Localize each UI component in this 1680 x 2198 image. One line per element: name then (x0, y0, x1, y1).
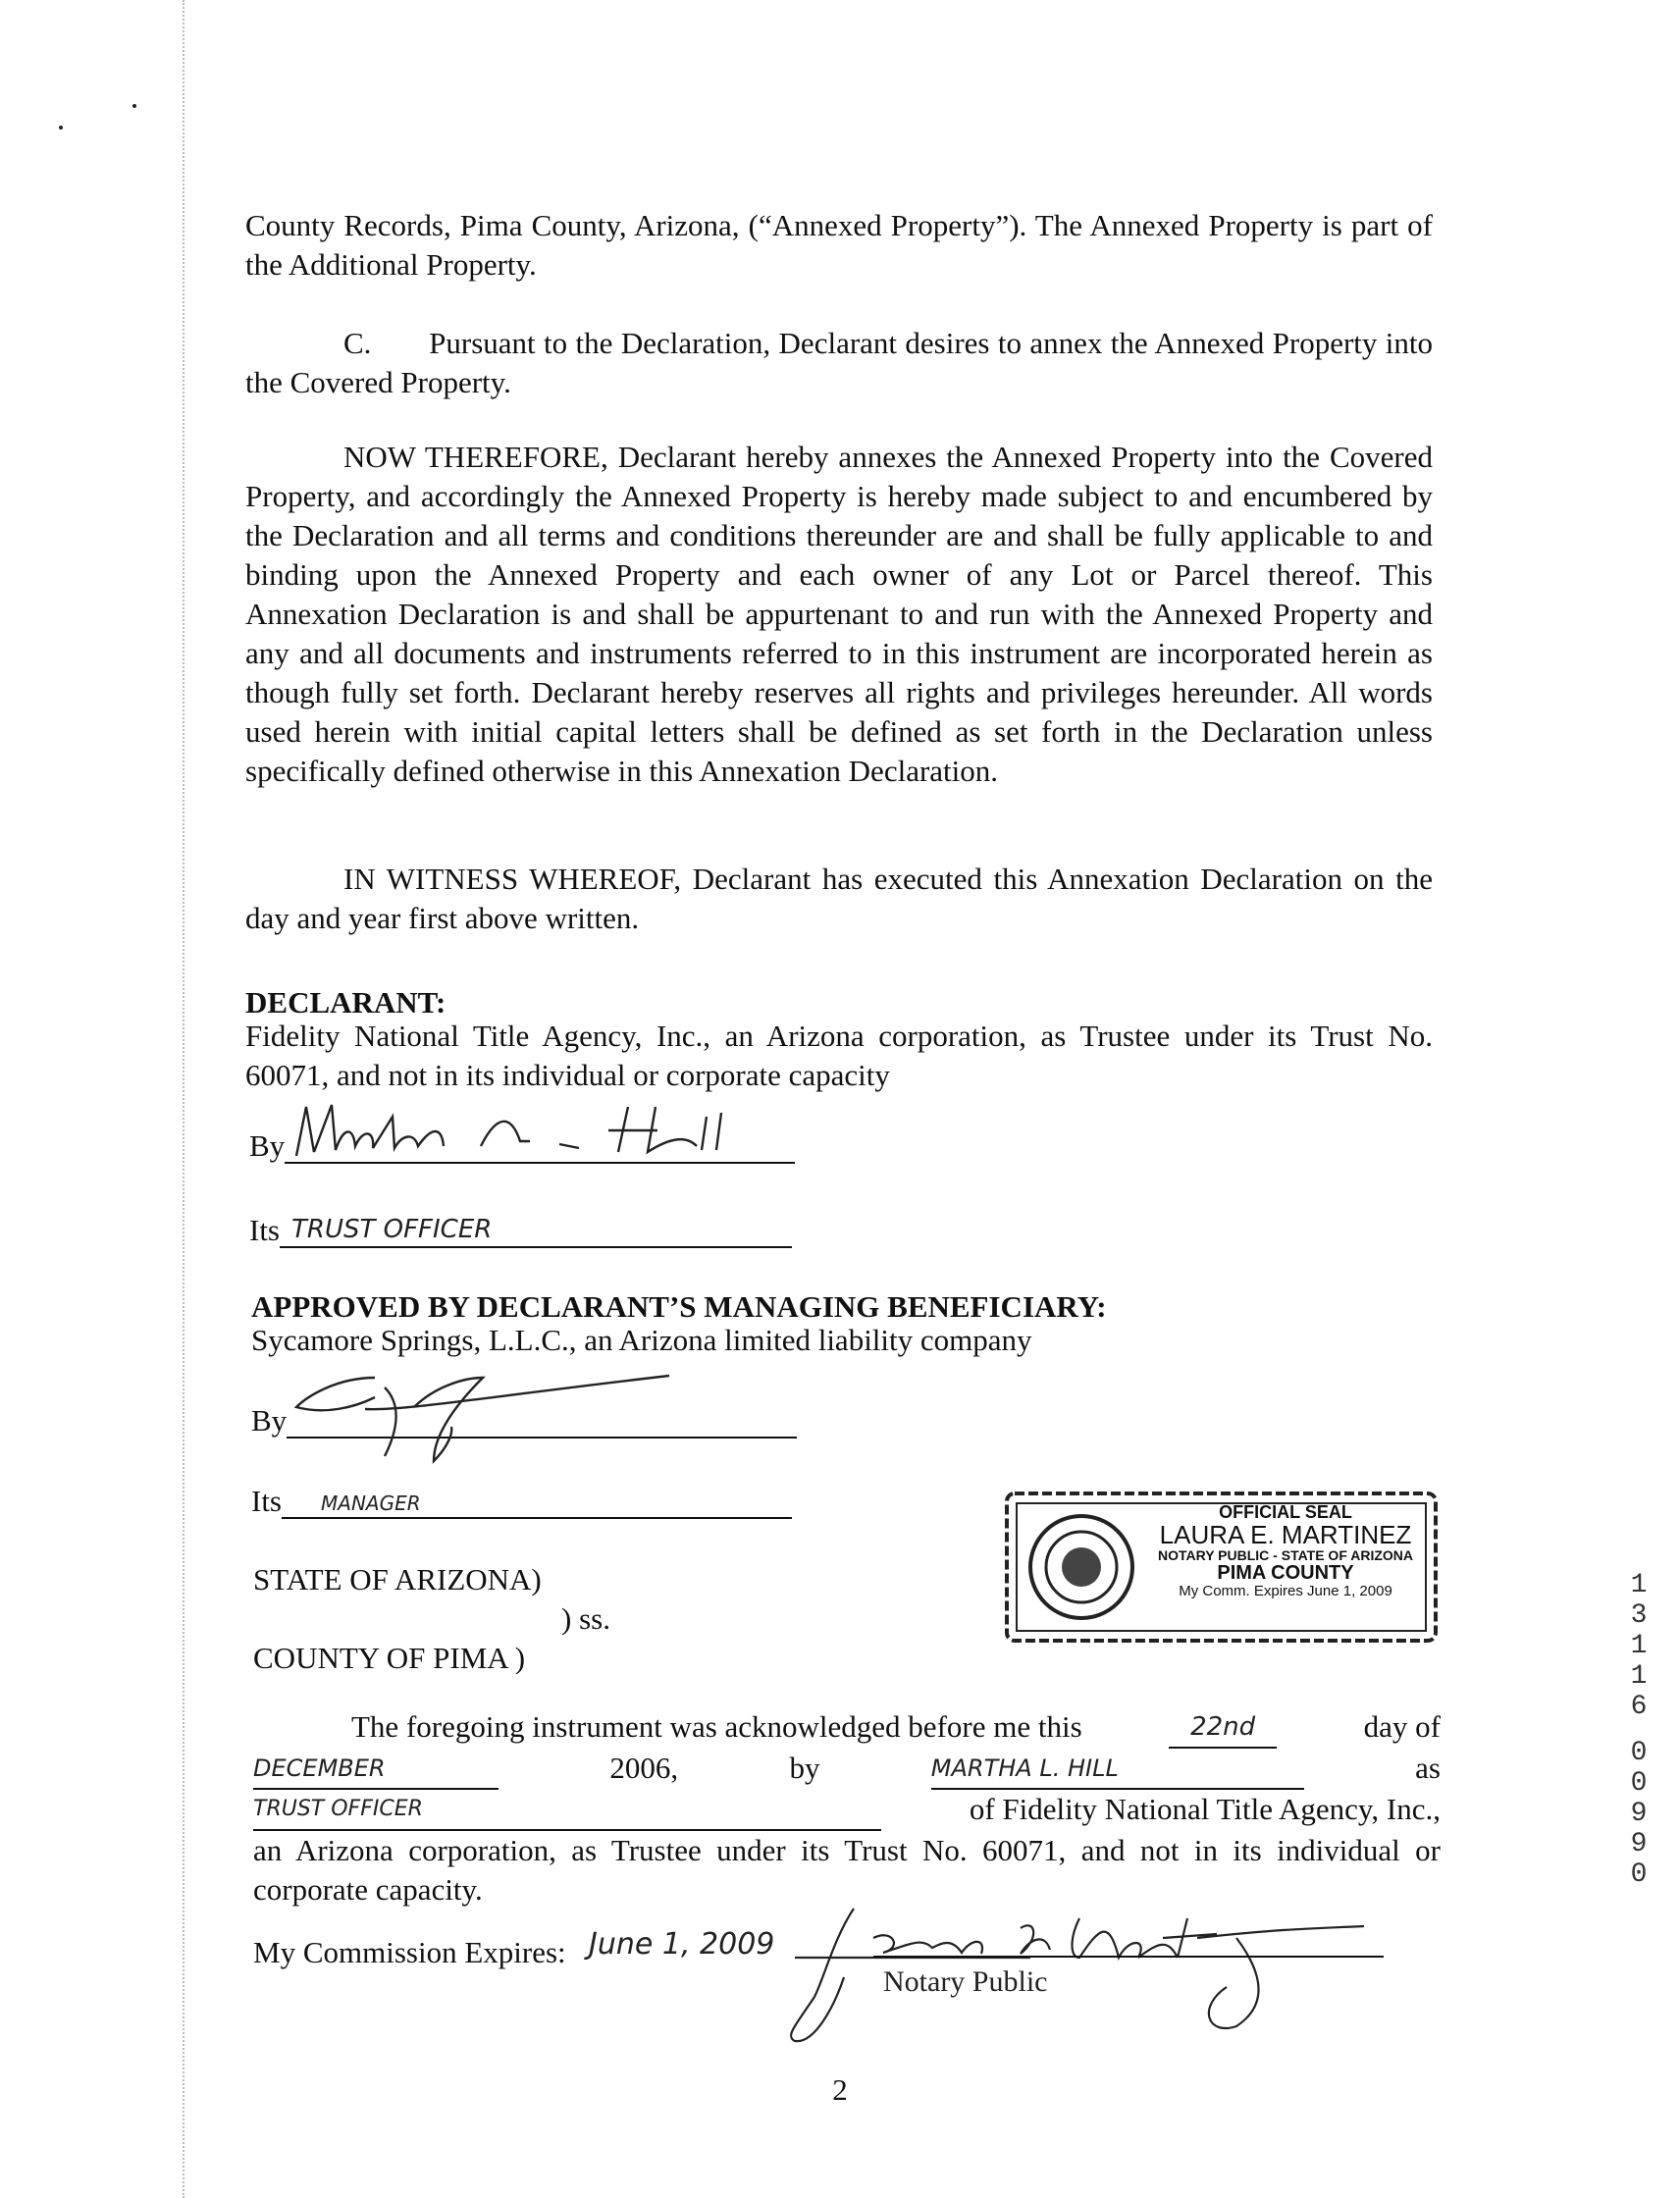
ack-of-entity: of Fidelity National Title Agency, Inc., (969, 1792, 1441, 1826)
paragraph-letter: C. (343, 326, 372, 360)
by-label: By (249, 1128, 286, 1163)
venue-state: STATE OF ARIZONA) (253, 1562, 542, 1596)
ack-intro: The foregoing instrument was acknowledged before me this (351, 1709, 1082, 1744)
paragraph-annexed-property: County Records, Pima County, Arizona, (“Annexed Property”). The Annexed Property is part of the Additional Property. (245, 208, 1433, 282)
ack-day-of: day of (1363, 1709, 1441, 1744)
beneficiary-signature (287, 1368, 699, 1476)
recording-number-digit: 1 (1630, 1570, 1648, 1600)
beneficiary-by-line (251, 1403, 797, 1439)
declarant-signature (285, 1087, 795, 1166)
beneficiary-its-line (251, 1484, 792, 1519)
declarant-by-line (249, 1128, 795, 1164)
ack-day: 22nd (1169, 1707, 1277, 1749)
declarant-text: Fidelity National Title Agency, Inc., an Arizona corporation, as Trustee under its Trust No. 60071, and not in its individual or corporate capacity (245, 1019, 1433, 1092)
recording-number-digit: 9 (1630, 1799, 1648, 1829)
scan-speck (132, 104, 136, 108)
declarant-its-line (249, 1213, 792, 1248)
recording-number-digit: 1 (1630, 1631, 1648, 1661)
recording-number-digit: 0 (1630, 1738, 1648, 1768)
by-label: By (251, 1403, 288, 1438)
declarant-heading: DECLARANT: (245, 985, 446, 1020)
ack-year: 2006, (609, 1751, 679, 1785)
its-label: Its (249, 1213, 280, 1247)
commission-label: My Commission Expires: (253, 1935, 566, 1969)
acknowledgment-block (253, 1707, 1441, 1910)
paragraph-c-text: Pursuant to the Declaration, Declarant desires to annex the Annexed Property into the Covered Property. (245, 326, 1434, 399)
signature-rule (285, 1128, 795, 1164)
ack-as: as (1415, 1751, 1441, 1785)
recording-number (1619, 1570, 1658, 1890)
recording-number-digit: 1 (1630, 1661, 1648, 1692)
notary-signature (775, 1899, 1384, 2046)
recording-number-digit: 9 (1630, 1829, 1648, 1859)
beneficiary-heading: APPROVED BY DECLARANT’S MANAGING BENEFICIARY: (251, 1289, 1107, 1324)
its-label: Its (251, 1484, 282, 1518)
seal-line-expires: My Comm. Expires June 1, 2009 (1179, 1582, 1392, 1599)
notary-public-label: Notary Public (883, 1965, 1048, 1998)
seal-line-county: PIMA COUNTY (1217, 1561, 1354, 1584)
beneficiary-its-value: MANAGER (321, 1492, 421, 1515)
recording-number-digit: 6 (1630, 1692, 1648, 1722)
recording-number-digit: 3 (1630, 1600, 1648, 1631)
ack-by: by (789, 1751, 820, 1785)
seal-text (1140, 1503, 1431, 1599)
recording-number-digit: 0 (1630, 1859, 1648, 1890)
venue-county: COUNTY OF PIMA ) (253, 1641, 526, 1675)
notary-signature-area (775, 1899, 1384, 2046)
paragraph-now-therefore: NOW THEREFORE, Declarant hereby annexes the Annexed Property into the Covered Property, and accordingly the Annexed Property is hereby made subject to and encumbered by the Declaration and all terms and conditions thereunder are and shall be fully applicable to and binding upon the Annexed Property and each owner of any Lot or Parcel thereof. This Annexation Declaration is and shall be appurtenant to and run with the Annexed Property and any and all documents and instruments referred to in this instrument are incorporated herein as though fully set forth. Declarant hereby reserves all rights and privileges hereunder. All words used herein with initial capital letters shall be defined as set forth in the Declaration unless specifically defined otherwise in this Annexation Declaration. (245, 440, 1433, 788)
commission-date: June 1, 2009 (589, 1927, 775, 1962)
seal-line-notary: NOTARY PUBLIC - STATE OF ARIZONA (1157, 1547, 1414, 1564)
ack-rest: an Arizona corporation, as Trustee under its Trust No. 60071, and not in its individual or corporate capacity. (253, 1833, 1441, 1907)
ack-name: MARTHA L. HILL (931, 1749, 1304, 1790)
notary-seal (1003, 1490, 1440, 1645)
ack-month: DECEMBER (253, 1749, 499, 1790)
notary-signature-rule (873, 1956, 1384, 1958)
venue-ss: ) ss. (561, 1601, 610, 1636)
scan-speck (59, 126, 63, 130)
scan-margin-line (183, 0, 184, 2198)
page-number: 2 (832, 2072, 848, 2107)
ack-title: TRUST OFFICER (253, 1790, 881, 1831)
paragraph-c (245, 324, 1433, 402)
beneficiary-text: Sycamore Springs, L.L.C., an Arizona limited liability company (251, 1323, 1032, 1357)
signature-rule (287, 1403, 797, 1439)
paragraph-in-witness: IN WITNESS WHEREOF, Declarant has executed this Annexation Declaration on the day and year first above written. (245, 862, 1433, 935)
declarant-its-value: TRUST OFFICER (291, 1215, 493, 1244)
seal-line-official: OFFICIAL SEAL (1219, 1502, 1352, 1522)
seal-line-name: LAURA E. MARTINEZ (1159, 1519, 1412, 1549)
recording-number-digit: 0 (1630, 1768, 1648, 1799)
